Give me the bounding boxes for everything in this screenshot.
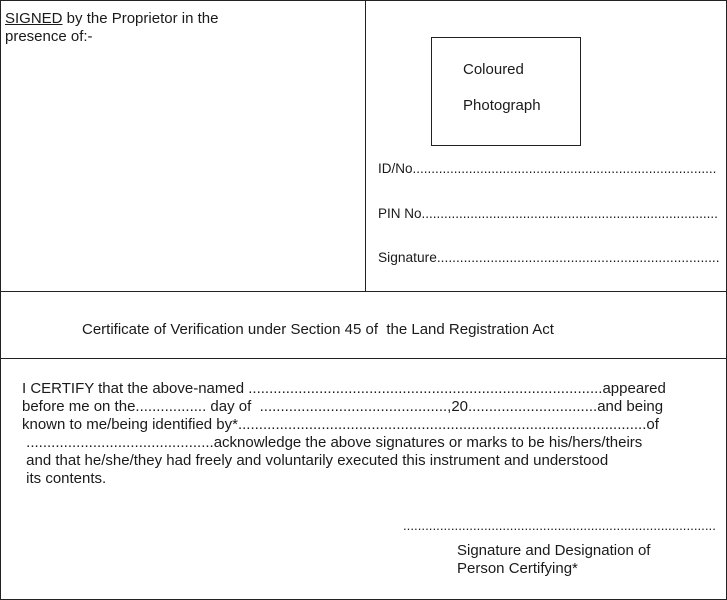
certificate-line: .............................................acknowledge the above signatures or marks to be his/hers/theirs <box>22 434 643 451</box>
certifier-caption-line-1: Signature and Designation of <box>457 542 651 559</box>
column-divider <box>365 0 366 291</box>
certificate-line: and that he/she/they had freely and voluntarily executed this instrument and understood <box>22 452 609 469</box>
section-divider-top <box>0 291 727 292</box>
photo-label-line-1: Coloured <box>463 61 524 78</box>
certificate-line: before me on the................. day of .............................................,20...............................and being <box>22 398 664 415</box>
certificate-heading: Certificate of Verification under Section 45 of the Land Registration Act <box>82 321 554 338</box>
signed-line-2: presence of:- <box>5 28 93 45</box>
photo-label-line-2: Photograph <box>463 97 541 114</box>
pin-no-field: PIN No............................................................................... <box>378 206 718 221</box>
signed-word: SIGNED <box>5 10 63 27</box>
certificate-line: known to me/being identified by*..................................................................................................of <box>22 416 659 433</box>
certificate-line: its contents. <box>22 470 107 487</box>
section-divider-bottom <box>0 358 727 359</box>
photograph-box <box>431 37 581 146</box>
certifier-signature-line: ..................................................................................... <box>403 518 716 533</box>
id-no-field: ID/No................................................................................. <box>378 161 717 176</box>
certificate-line: I CERTIFY that the above-named .....................................................................................appeared <box>22 380 666 397</box>
signed-line-1-rest: by the Proprietor in the <box>62 10 219 27</box>
certifier-caption-line-2: Person Certifying* <box>457 560 578 577</box>
signed-line-1 <box>5 10 218 28</box>
signature-field: Signature.......................................................................... <box>378 250 720 265</box>
